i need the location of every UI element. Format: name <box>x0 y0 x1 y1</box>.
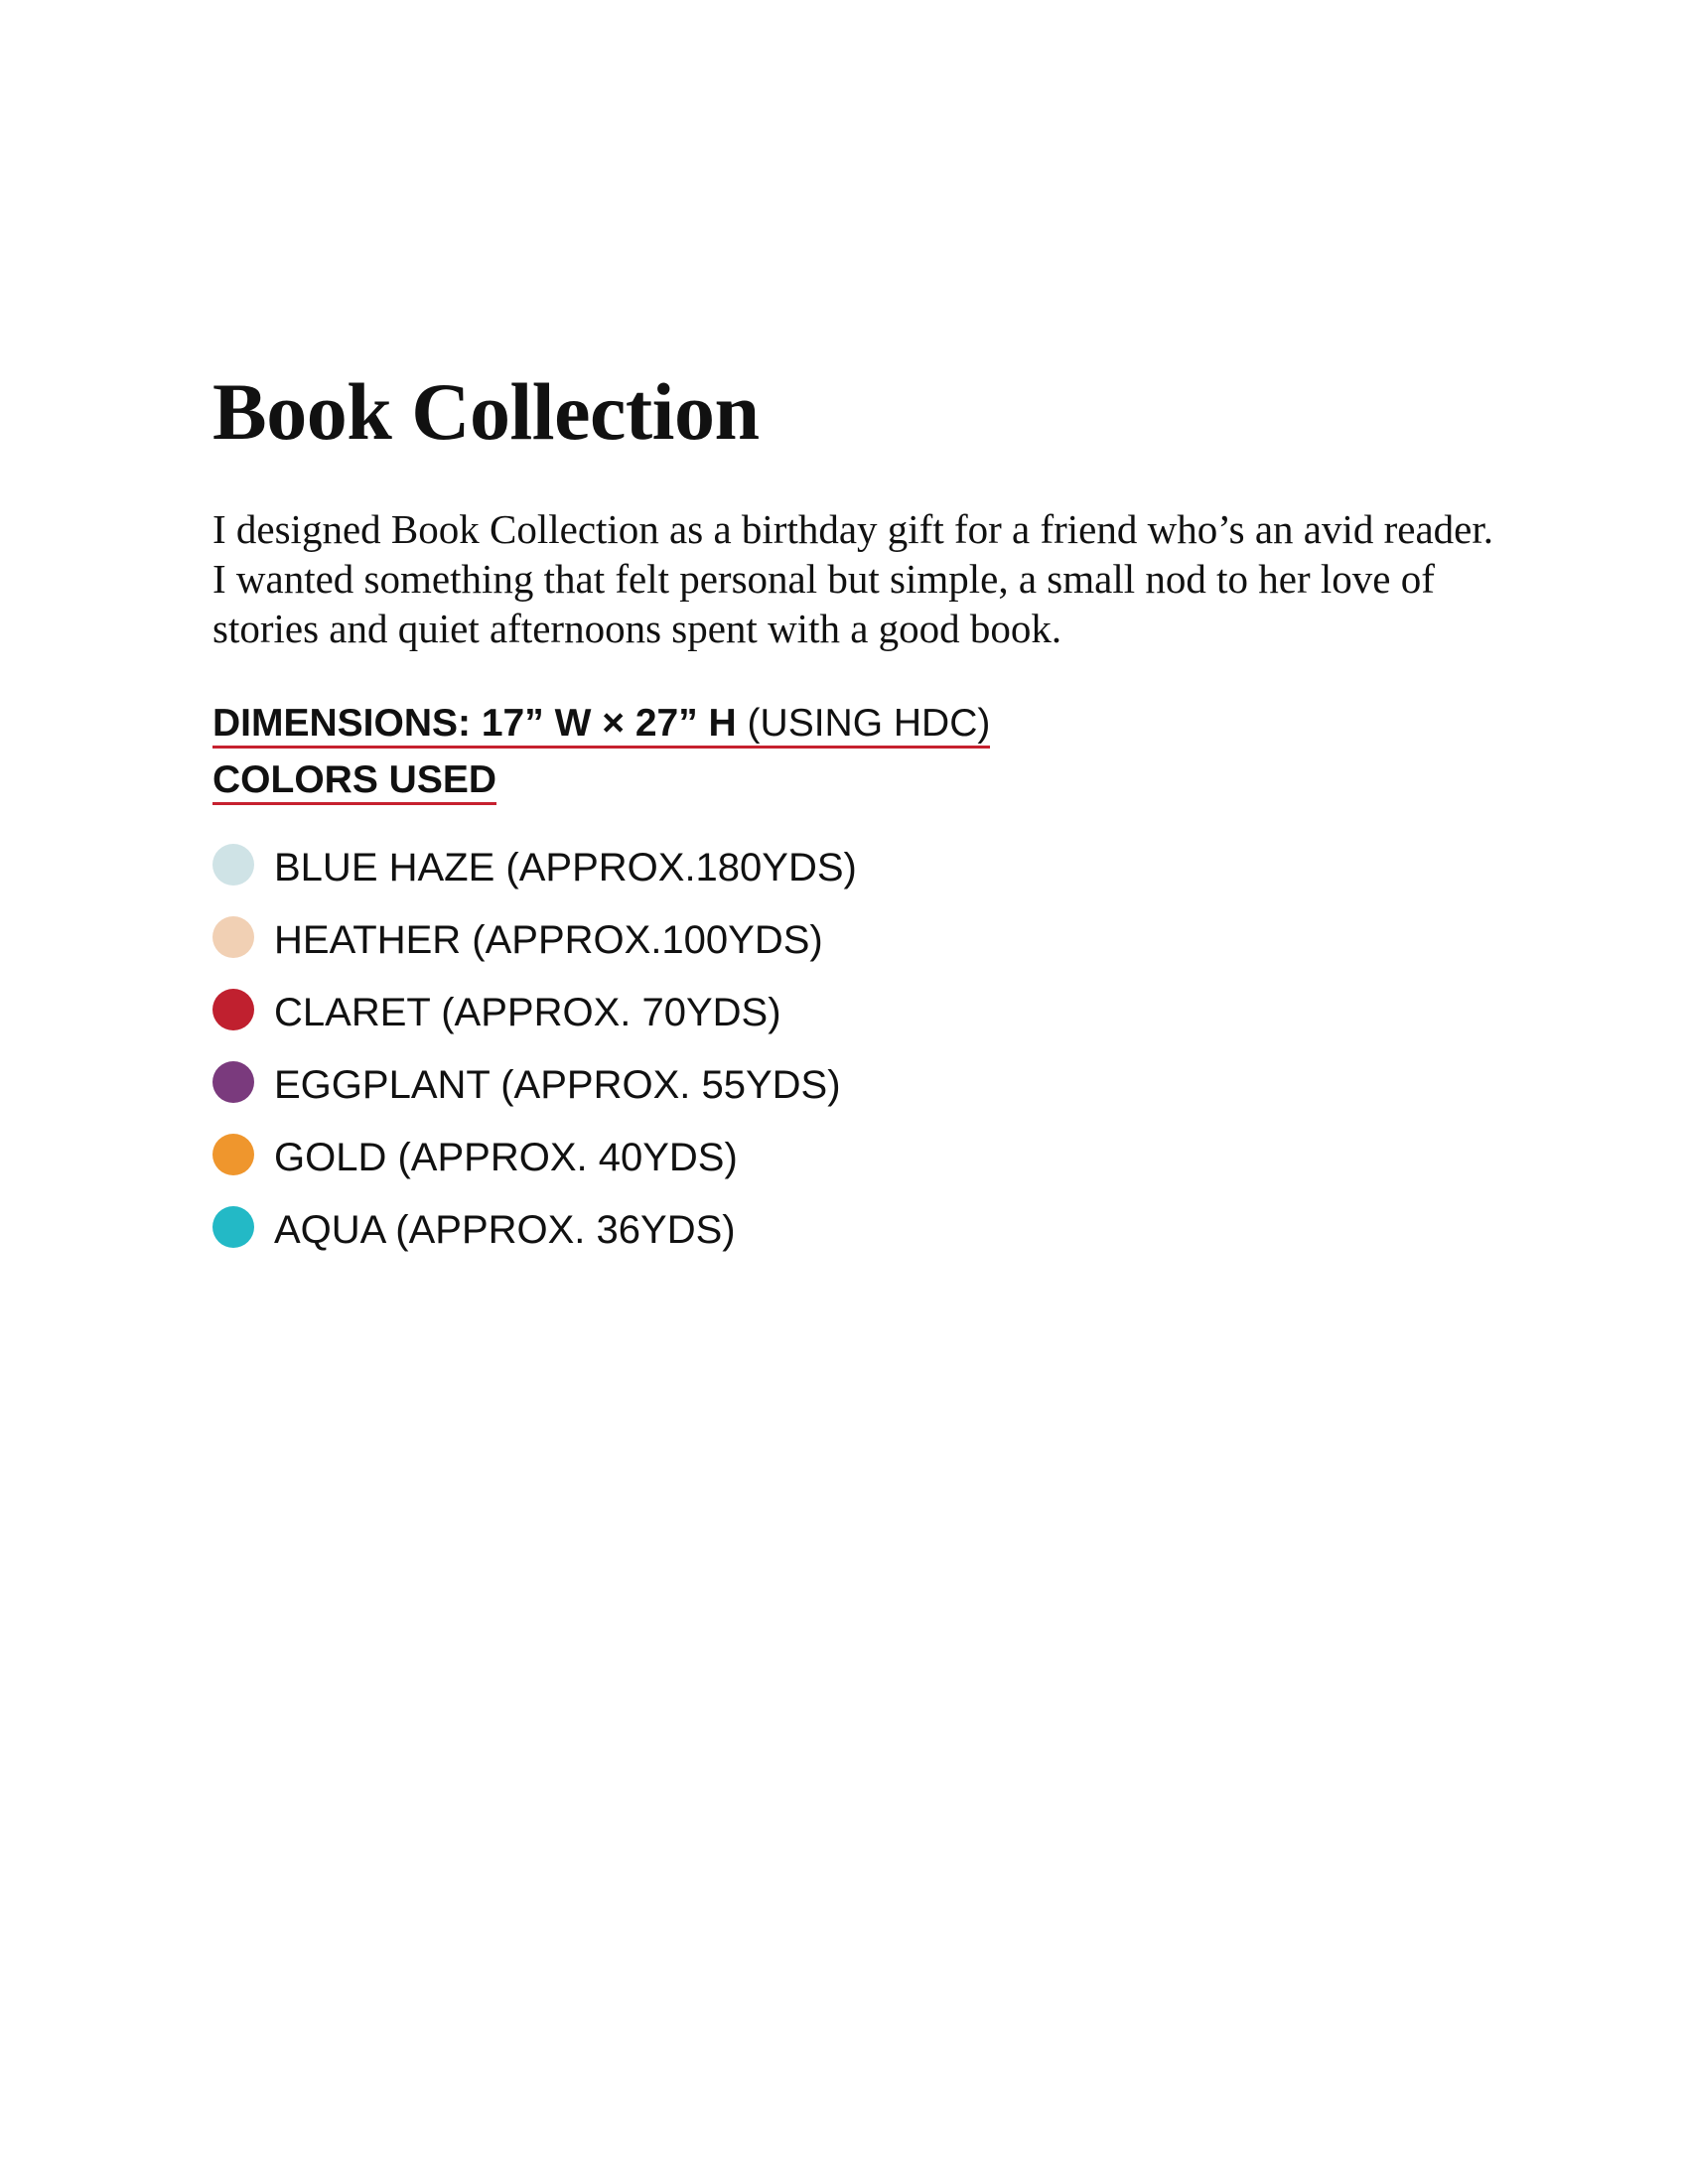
aqua-swatch-icon <box>212 1206 254 1248</box>
eggplant-swatch-icon <box>212 1061 254 1103</box>
color-label: GOLD (APPROX. 40YDS) <box>274 1136 738 1179</box>
color-item <box>212 1134 1503 1206</box>
dimensions-stitch-note: (USING HDC) <box>736 702 991 745</box>
color-item <box>212 1206 1503 1279</box>
dimensions-label: DIMENSIONS: 17” W × 27” H <box>212 702 737 745</box>
specifications <box>212 695 1503 808</box>
color-label: CLARET (APPROX. 70YDS) <box>274 991 781 1034</box>
blue-haze-swatch-icon <box>212 844 254 886</box>
color-label: EGGPLANT (APPROX. 55YDS) <box>274 1063 841 1107</box>
color-label: BLUE HAZE (APPROX.180YDS) <box>274 846 857 889</box>
intro-paragraph: I designed Book Collection as a birthday gift for a friend who’s an avid reader. I wanted something that felt personal but simple, a small nod to her love of stories and quiet afternoons spent with a good book. <box>212 506 1493 651</box>
color-item <box>212 989 1503 1061</box>
color-label: AQUA (APPROX. 36YDS) <box>274 1208 736 1252</box>
color-item <box>212 916 1503 989</box>
heather-swatch-icon <box>212 916 254 958</box>
color-item <box>212 1061 1503 1134</box>
claret-swatch-icon <box>212 989 254 1030</box>
dimensions-row <box>212 695 1503 751</box>
page-title: Book Collection <box>212 366 760 457</box>
dimensions-line <box>212 703 990 749</box>
color-item <box>212 844 1503 916</box>
gold-swatch-icon <box>212 1134 254 1175</box>
colors-used-heading: COLORS USED <box>212 759 496 805</box>
color-list <box>212 844 1503 1279</box>
color-label: HEATHER (APPROX.100YDS) <box>274 918 823 962</box>
colors-heading-row <box>212 751 1503 808</box>
pattern-content <box>212 365 1503 1279</box>
